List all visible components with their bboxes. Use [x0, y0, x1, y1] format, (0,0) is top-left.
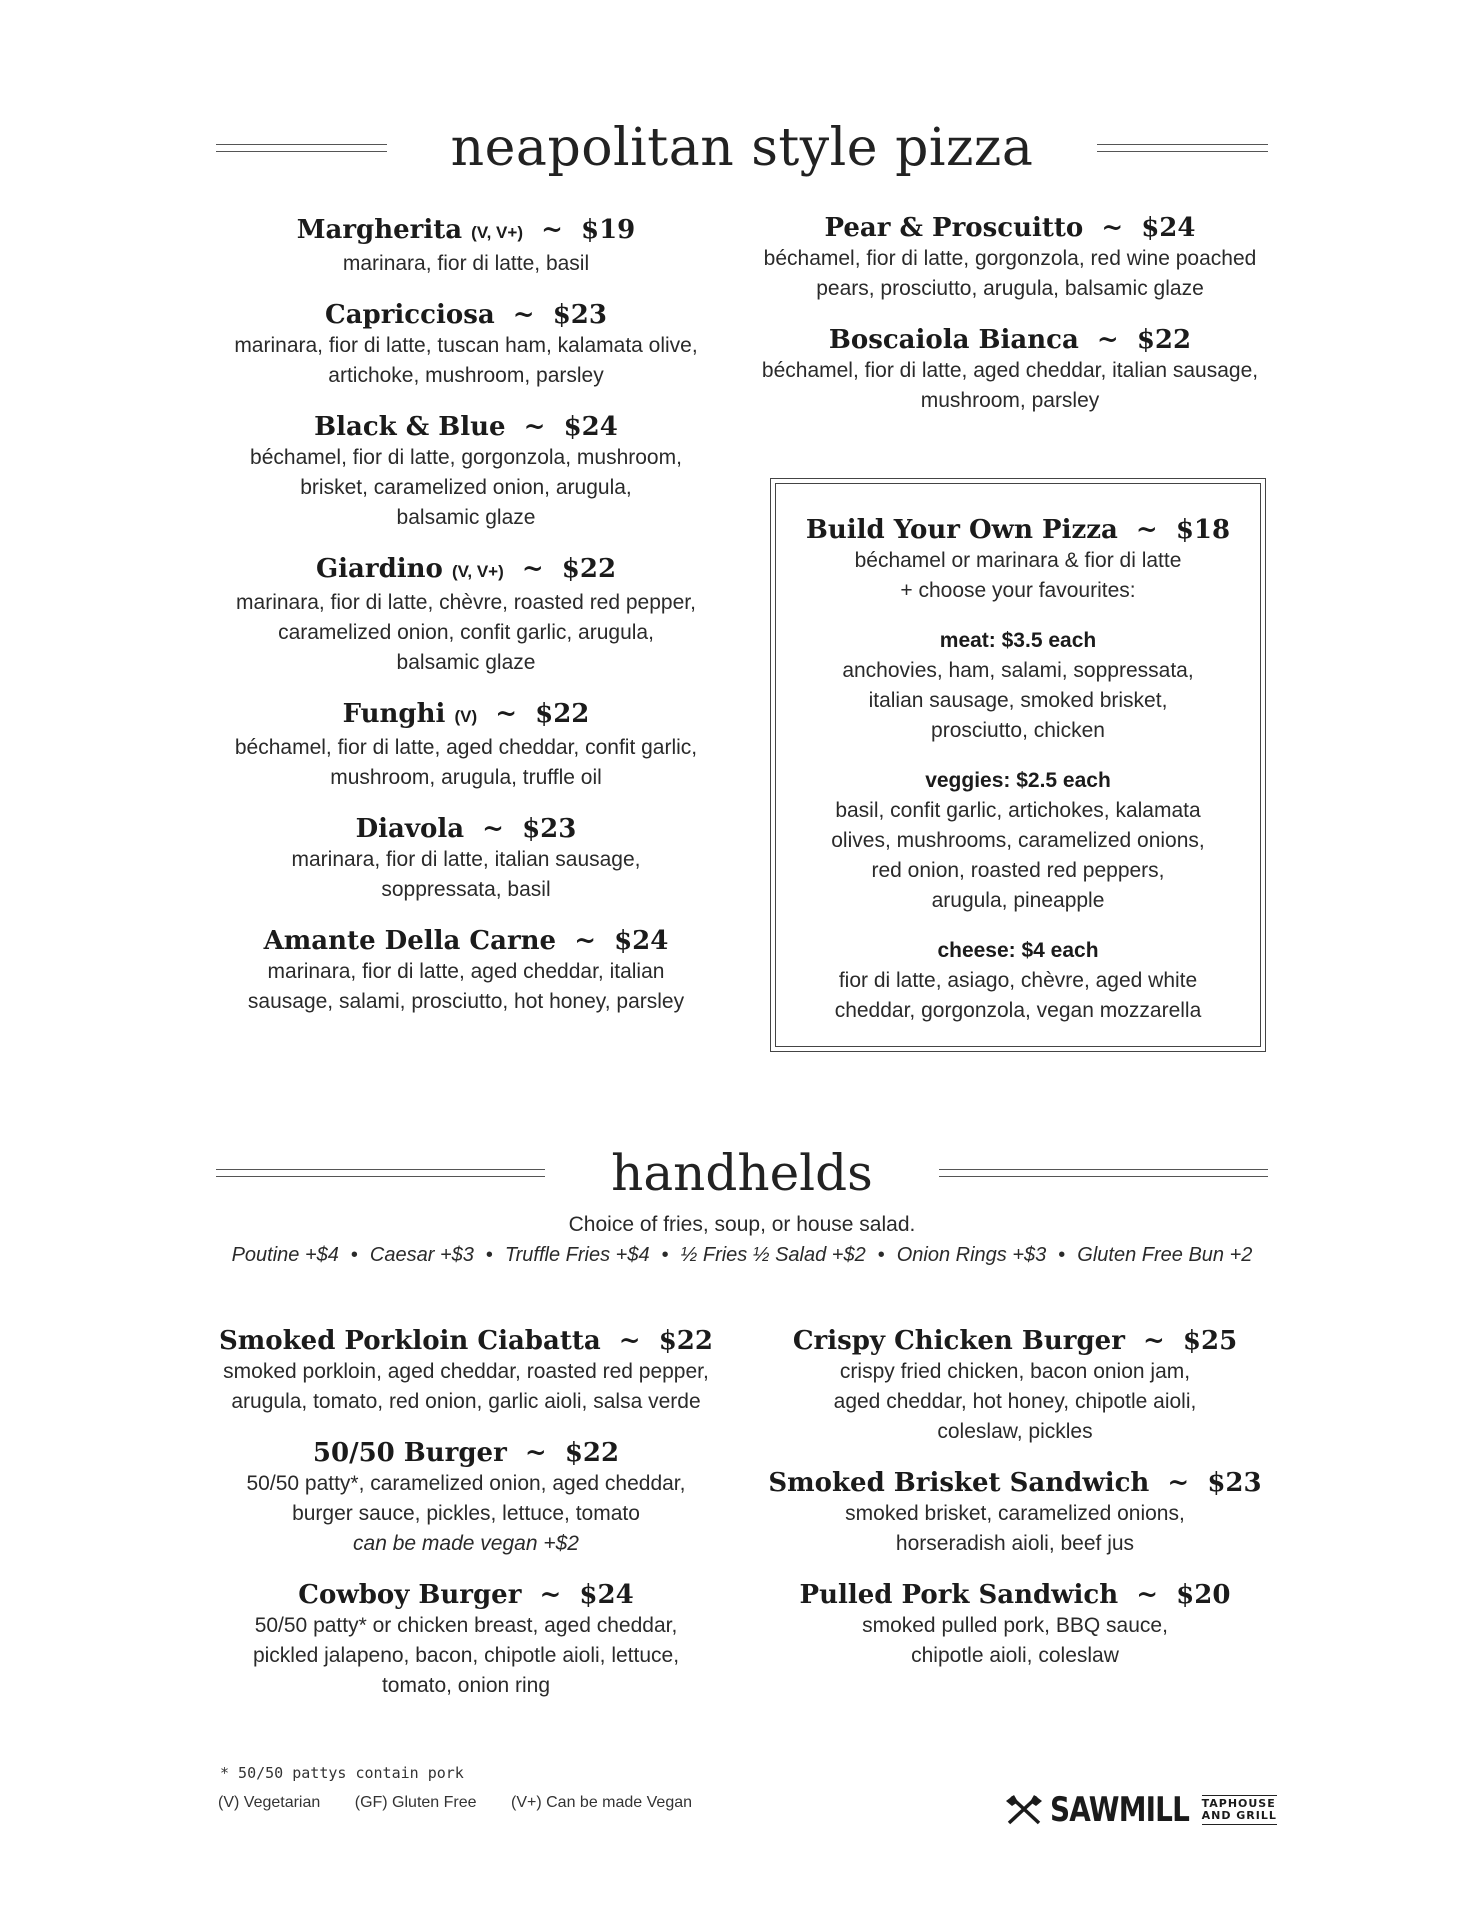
- byo-desc-line: béchamel or marinara & fior di latte: [854, 549, 1182, 572]
- item-price: $22: [535, 699, 590, 729]
- handhelds-right-column: [760, 1325, 1270, 1691]
- addon-option: ½ Fries ½ Salad +$2: [680, 1244, 866, 1266]
- header-rule-right: [1097, 144, 1268, 152]
- menu-item: [206, 1437, 726, 1559]
- item-desc-line: 50/50 patty* or chicken breast, aged cheddar,: [254, 1614, 678, 1637]
- addon-option: Gluten Free Bun +2: [1077, 1244, 1253, 1266]
- build-your-own-box: [770, 478, 1266, 1052]
- item-desc-line: marinara, fior di latte, basil: [342, 252, 590, 275]
- byo-group-line: olives, mushrooms, caramelized onions,: [831, 829, 1205, 852]
- header-rule-left: [216, 1169, 545, 1177]
- item-price: $23: [522, 814, 577, 844]
- byo-group-line: arugula, pineapple: [931, 889, 1105, 912]
- item-name: Amante Della Carne: [263, 926, 557, 956]
- menu-item: [206, 1579, 726, 1701]
- byo-title: Build Your Own Pizza ~ $18: [805, 515, 1231, 545]
- item-desc-line: crispy fried chicken, bacon onion jam,: [839, 1360, 1191, 1383]
- byo-group-line: basil, confit garlic, artichokes, kalamata: [835, 799, 1201, 822]
- item-title: Black & Blue ~ $24: [314, 412, 618, 442]
- logo-subtitle: [1202, 1795, 1277, 1825]
- addon-separator: •: [1058, 1244, 1066, 1266]
- menu-item: [216, 553, 716, 678]
- item-desc-line: tomato, onion ring: [381, 1674, 551, 1697]
- item-desc-line: horseradish aioli, beef jus: [895, 1532, 1135, 1555]
- byo-group-line: italian sausage, smoked brisket,: [868, 689, 1168, 712]
- item-title: Funghi (V) ~ $22: [342, 699, 590, 729]
- byo-price: $18: [1175, 515, 1231, 545]
- item-title: Smoked Porkloin Ciabatta ~ $22: [219, 1326, 713, 1356]
- item-price: $22: [1136, 325, 1192, 355]
- addon-separator: •: [350, 1244, 358, 1266]
- item-title: Capricciosa ~ $23: [325, 300, 607, 330]
- item-desc-line: marinara, fior di latte, italian sausage,: [291, 848, 641, 871]
- legend-vegan: (V+) Can be made Vegan: [511, 1794, 693, 1811]
- item-desc-line: brisket, caramelized onion, arugula,: [300, 476, 632, 499]
- item-price: $25: [1182, 1326, 1238, 1356]
- handhelds-section-header: [216, 1144, 1268, 1202]
- item-desc-line: smoked pulled pork, BBQ sauce,: [862, 1614, 1168, 1637]
- sawmill-logo: [1004, 1790, 1277, 1830]
- item-desc-line: artichoke, mushroom, parsley: [328, 364, 604, 387]
- handhelds-left-column: [206, 1325, 726, 1721]
- item-desc-line: 50/50 patty*, caramelized onion, aged cheddar,: [246, 1472, 686, 1495]
- byo-group-label: veggies: $2.5 each: [925, 769, 1111, 792]
- item-title: Margherita (V, V+) ~ $19: [296, 215, 636, 245]
- item-name: Pear & Proscuitto: [824, 213, 1084, 243]
- item-name: Funghi: [342, 699, 446, 729]
- byo-group-line: cheddar, gorgonzola, vegan mozzarella: [834, 999, 1202, 1022]
- byo-group-line: anchovies, ham, salami, soppressata,: [842, 659, 1194, 682]
- item-name: Smoked Brisket Sandwich: [768, 1468, 1150, 1498]
- item-name: Margherita: [296, 215, 463, 245]
- item-desc-line: marinara, fior di latte, aged cheddar, italian: [267, 960, 665, 983]
- item-desc-line: pears, prosciutto, arugula, balsamic glaze: [816, 277, 1204, 300]
- header-rule-left: [216, 144, 387, 152]
- item-desc-line: arugula, tomato, red onion, garlic aioli, salsa verde: [231, 1390, 701, 1413]
- item-title: Amante Della Carne ~ $24: [263, 926, 669, 956]
- item-name: Boscaiola Bianca: [828, 325, 1079, 355]
- byo-group: [776, 766, 1260, 916]
- addon-list: [216, 1240, 1268, 1270]
- dietary-legend: [218, 1794, 722, 1812]
- crossed-axes-icon: [1004, 1793, 1044, 1827]
- item-title: Smoked Brisket Sandwich ~ $23: [768, 1468, 1262, 1498]
- menu-item: [760, 1467, 1270, 1559]
- item-desc-line: balsamic glaze: [396, 506, 536, 529]
- logo-brand: SAWMILL: [1050, 1790, 1190, 1830]
- item-desc-line: sausage, salami, prosciutto, hot honey, parsley: [247, 990, 685, 1013]
- item-price: $23: [552, 300, 607, 330]
- item-desc-line: burger sauce, pickles, lettuce, tomato: [292, 1502, 640, 1525]
- item-title: Pear & Proscuitto ~ $24: [824, 213, 1196, 243]
- item-name: Diavola: [355, 814, 465, 844]
- menu-item: [216, 813, 716, 905]
- item-title: Pulled Pork Sandwich ~ $20: [799, 1580, 1231, 1610]
- menu-item: [216, 411, 716, 533]
- item-price: $22: [564, 1438, 620, 1468]
- pizza-right-column: [760, 212, 1260, 436]
- item-desc-line: balsamic glaze: [396, 651, 536, 674]
- item-desc-line: chipotle aioli, coleslaw: [911, 1644, 1119, 1667]
- byo-group-line: prosciutto, chicken: [931, 719, 1105, 742]
- legend-vegetarian: (V) Vegetarian: [218, 1794, 321, 1811]
- byo-group-label: meat: $3.5 each: [939, 629, 1097, 652]
- menu-item: [760, 1325, 1270, 1447]
- item-diet-tags: (V, V+): [471, 223, 523, 242]
- byo-group: [776, 936, 1260, 1026]
- handhelds-intro: [216, 1210, 1268, 1270]
- logo-sub-line: TAPHOUSE: [1201, 1797, 1276, 1810]
- menu-item: [760, 1579, 1270, 1671]
- item-desc-line: béchamel, fior di latte, aged cheddar, confit garlic,: [234, 736, 698, 759]
- item-desc-line: smoked brisket, caramelized onions,: [845, 1502, 1185, 1525]
- byo-groups: [776, 626, 1260, 1026]
- item-desc-line: caramelized onion, confit garlic, arugula,: [278, 621, 654, 644]
- item-name: Crispy Chicken Burger: [792, 1326, 1125, 1356]
- handhelds-section-title: handhelds: [611, 1144, 873, 1202]
- pork-footnote: * 50/50 pattys contain pork: [220, 1764, 464, 1782]
- item-desc-line: béchamel, fior di latte, aged cheddar, italian sausage,: [761, 359, 1259, 382]
- item-desc-line: smoked porkloin, aged cheddar, roasted red pepper,: [223, 1360, 709, 1383]
- pizza-section-header: [216, 118, 1268, 178]
- item-title: Boscaiola Bianca ~ $22: [828, 325, 1192, 355]
- menu-item: [206, 1325, 726, 1417]
- item-desc-line: mushroom, parsley: [920, 389, 1100, 412]
- pizza-left-column: [216, 214, 716, 1037]
- item-name: Cowboy Burger: [298, 1580, 522, 1610]
- footer: [218, 1764, 722, 1812]
- header-rule-right: [939, 1169, 1268, 1177]
- item-name: Giardino: [315, 554, 443, 584]
- item-price: $19: [581, 215, 636, 245]
- byo-group-label: cheese: $4 each: [937, 939, 1099, 962]
- menu-item: [216, 698, 716, 793]
- item-desc-line: marinara, fior di latte, chèvre, roasted red pepper,: [236, 591, 696, 614]
- byo-name: Build Your Own Pizza: [805, 515, 1118, 545]
- byo-group-line: red onion, roasted red peppers,: [871, 859, 1165, 882]
- addon-separator: •: [877, 1244, 885, 1266]
- pizza-section-title: neapolitan style pizza: [450, 118, 1034, 178]
- item-price: $23: [1207, 1468, 1262, 1498]
- byo-group: [776, 626, 1260, 746]
- item-price: $22: [658, 1326, 713, 1356]
- addon-separator: •: [661, 1244, 669, 1266]
- item-price: $24: [563, 412, 618, 442]
- item-diet-tags: (V): [454, 707, 478, 726]
- item-price: $20: [1176, 1580, 1231, 1610]
- item-desc-line: béchamel, fior di latte, gorgonzola, mushroom,: [250, 446, 682, 469]
- item-price: $24: [614, 926, 669, 956]
- menu-item: [760, 324, 1260, 416]
- item-title: 50/50 Burger ~ $22: [312, 1438, 620, 1468]
- item-desc-line: béchamel, fior di latte, gorgonzola, red wine poached: [763, 247, 1257, 270]
- item-desc-line: mushroom, arugula, truffle oil: [330, 766, 602, 789]
- item-price: $22: [561, 554, 617, 584]
- item-desc-line: aged cheddar, hot honey, chipotle aioli,: [833, 1390, 1197, 1413]
- item-title: Crispy Chicken Burger ~ $25: [792, 1326, 1238, 1356]
- menu-item: [760, 212, 1260, 304]
- item-desc-line: soppressata, basil: [381, 878, 551, 901]
- item-diet-tags: (V, V+): [451, 562, 504, 581]
- item-note: can be made vegan +$2: [353, 1532, 579, 1555]
- item-title: Cowboy Burger ~ $24: [298, 1580, 634, 1610]
- item-price: $24: [579, 1580, 634, 1610]
- addon-option: Truffle Fries +$4: [504, 1244, 650, 1266]
- item-desc-line: marinara, fior di latte, tuscan ham, kalamata olive,: [234, 334, 698, 357]
- byo-desc-line: + choose your favourites:: [900, 579, 1136, 602]
- menu-item: [216, 214, 716, 279]
- byo-group-line: fior di latte, asiago, chèvre, aged white: [838, 969, 1198, 992]
- item-desc-line: coleslaw, pickles: [937, 1420, 1093, 1443]
- item-name: Pulled Pork Sandwich: [799, 1580, 1119, 1610]
- addon-option: Caesar +$3: [369, 1244, 474, 1266]
- menu-item: [216, 299, 716, 391]
- addon-option: Poutine +$4: [231, 1244, 339, 1266]
- menu-item: [216, 925, 716, 1017]
- item-price: $24: [1141, 213, 1196, 243]
- legend-gluten-free: (GF) Gluten Free: [354, 1794, 477, 1811]
- item-name: 50/50 Burger: [312, 1438, 507, 1468]
- side-choice-text: Choice of fries, soup, or house salad.: [568, 1213, 916, 1236]
- item-name: Black & Blue: [314, 412, 506, 442]
- item-desc-line: pickled jalapeno, bacon, chipotle aioli, lettuce,: [252, 1644, 680, 1667]
- addon-separator: •: [485, 1244, 493, 1266]
- item-title: Diavola ~ $23: [355, 814, 577, 844]
- item-name: Smoked Porkloin Ciabatta: [219, 1326, 601, 1356]
- logo-sub-line: AND GRILL: [1201, 1809, 1277, 1822]
- addon-option: Onion Rings +$3: [896, 1244, 1047, 1266]
- item-title: Giardino (V, V+) ~ $22: [315, 554, 617, 584]
- item-name: Capricciosa: [325, 300, 495, 330]
